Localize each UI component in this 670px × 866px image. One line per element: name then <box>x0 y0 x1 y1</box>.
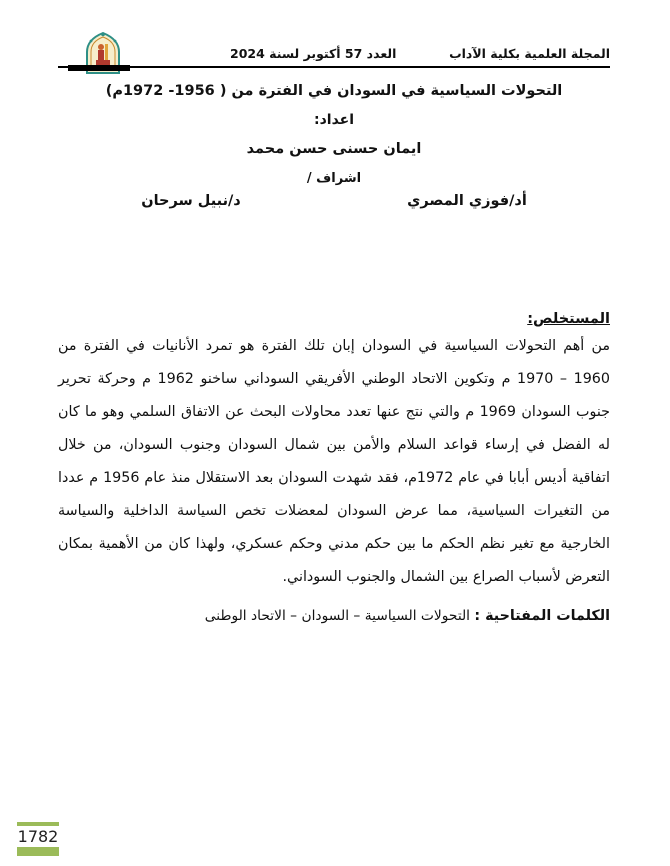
supervisors-row <box>58 193 610 209</box>
abstract-heading: المستخلص: <box>527 311 610 327</box>
supervisor-name-1: أد/فوزي المصري <box>407 193 527 209</box>
page-number: 1782 <box>17 827 59 846</box>
abstract-body: من أهم التحولات السياسية في السودان إبان تلك الفترة هو تمرد الأنانيات في الفترة من 1960 – 1970 م وتكوين الاتحاد الوطني الأفريقي السوداني ساخنو 1962 م وحركة تحرير جنوب السودان 1969 م والتي نتج عنها تعدد محاولات البحث عن الاتفاق السلمي وهو ما كان له الفضل في إرساء قواعد السلام والأمن بين شمال السودان وجنوب السودان، من خلال اتفاقية أديس أبابا في عام 1972م، فقد شهدت السودان بعد الاستقلال منذ عام 1956 م عددا من التغيرات السياسية، مما عرض السودان لمعضلات تخص السياسة الداخلية والسياسة الخارجية مع تغير نظم الحكم ما بين حكم مدني وحكم عسكري، ولهذا كان من الأهمية بمكان التعرض لأسباب الصراع بين الشمال والجنوب السوداني. <box>58 338 610 585</box>
page-number-bottom-bar <box>17 847 59 856</box>
supervisor-name-2: د/نبيل سرحان <box>141 193 241 209</box>
header-rule-thick-segment <box>68 65 130 71</box>
page-number-box <box>17 822 59 856</box>
header-row <box>58 46 610 61</box>
title-block <box>0 83 670 209</box>
article-title: التحولات السياسية في السودان في الفترة من ( 1956- 1972م) <box>105 83 563 99</box>
keywords-line <box>58 608 610 624</box>
keywords-value: التحولات السياسية – السودان – الاتحاد الوطنى <box>204 608 471 624</box>
keywords-label: الكلمات المفتاحية : <box>474 608 610 624</box>
journal-name: المجلة العلمية بكلية الآداب <box>449 46 610 61</box>
header-rule <box>58 66 610 68</box>
author-name: ايمان حسنى حسن محمد <box>246 141 422 157</box>
supervision-label: اشراف / <box>306 171 362 186</box>
abstract-section <box>0 311 670 624</box>
prepared-by-label: اعداد: <box>313 112 355 128</box>
page-header <box>0 0 670 68</box>
issue-info: العدد 57 أكتوبر لسنة 2024 <box>230 46 397 61</box>
